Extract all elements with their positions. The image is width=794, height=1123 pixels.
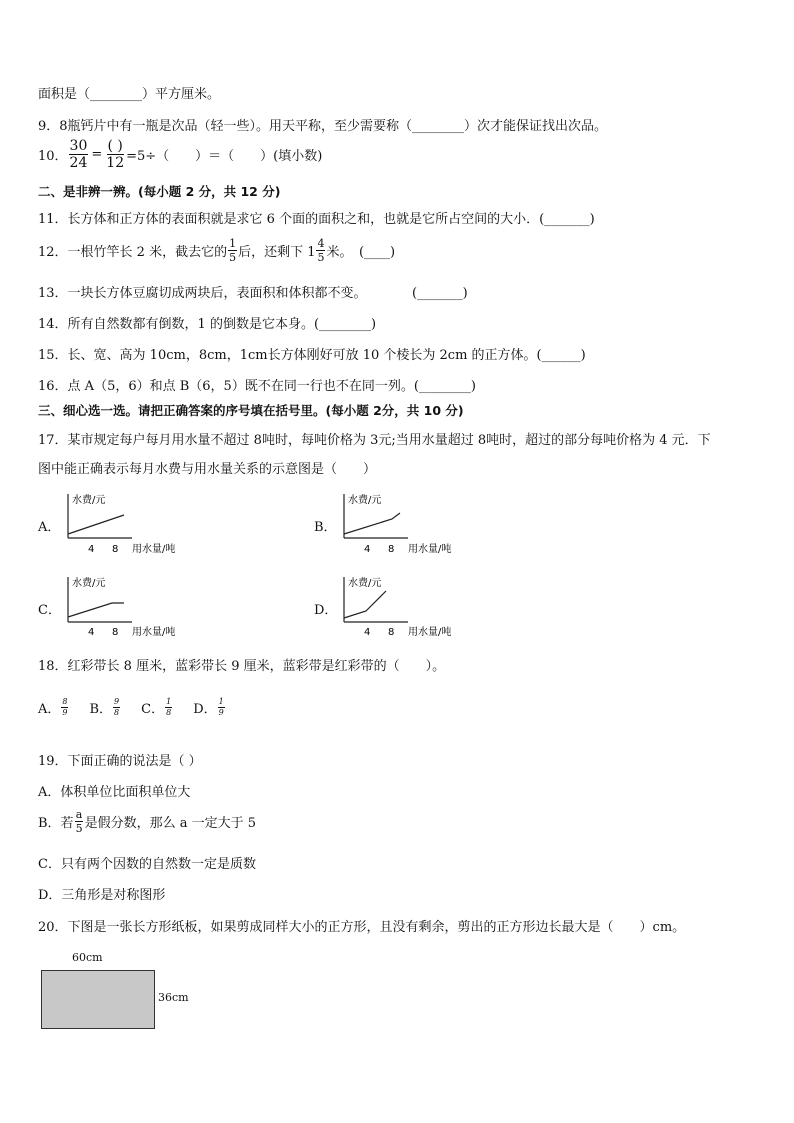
- graph-d-tick-8: 8: [388, 627, 395, 638]
- q10-rest: =5÷（ ）＝（ ）(填小数): [126, 149, 323, 164]
- q10-frac1-den: 24: [69, 155, 88, 171]
- q10-eq: =: [91, 147, 103, 162]
- q18-a-num: 8: [62, 697, 68, 706]
- graph-b-xlabel: 用水量/吨: [408, 544, 452, 555]
- question-11: 11．长方体和正方体的表面积就是求它 6 个面的面积之和，也就是它所占空间的大小．(_______): [38, 212, 595, 227]
- q18-b-num: 9: [114, 697, 120, 706]
- question-13: 13．一块长方体豆腐切成两块后，表面积和体积都不变。 (_______): [38, 286, 468, 301]
- graph-a-ylabel: 水费/元: [72, 495, 106, 506]
- cardboard-rectangle: [41, 970, 155, 1029]
- graph-b-ylabel: 水费/元: [348, 495, 382, 506]
- q12-frac-den: 5: [229, 251, 237, 264]
- q19-option-d: D．三角形是对称图形: [38, 888, 166, 903]
- question-12: [38, 238, 395, 263]
- q12-fraction: [228, 238, 237, 263]
- graph-a-line: [68, 515, 124, 534]
- q12-fraction-2: [316, 238, 325, 263]
- q10-frac2-num: ( ): [107, 138, 123, 154]
- q19-option-c: C．只有两个因数的自然数一定是质数: [38, 857, 256, 872]
- q12-mid: 后，还剩下 1: [238, 245, 316, 260]
- graph-a: [60, 488, 200, 560]
- question-20: 20．下图是一张长方形纸板，如果剪成同样大小的正方形，且没有剩余，剪出的正方形边长最大是（ ）cm。: [38, 920, 686, 935]
- q18-option-d-label: D．: [193, 702, 217, 717]
- option-d-label: D．: [314, 603, 338, 618]
- q18-option-d-fraction: [218, 698, 225, 717]
- q18-option-a-fraction: [61, 698, 68, 717]
- graph-c: [60, 572, 200, 644]
- q18-option-b-fraction: [113, 698, 120, 717]
- graph-b-line: [344, 513, 400, 534]
- graph-a-xlabel: 用水量/吨: [132, 544, 176, 555]
- q18-option-b-label: B．: [89, 702, 113, 717]
- option-c-label: C．: [38, 603, 61, 618]
- graph-d-ylabel: 水费/元: [348, 578, 382, 589]
- question-15: 15．长、宽、高为 10cm，8cm，1cm长方体刚好可放 10 个棱长为 2cm 的正方体。(______): [38, 348, 586, 363]
- q18-options: [38, 698, 226, 717]
- question-16: 16．点 A（5，6）和点 B（6，5）既不在同一行也不在同一列。(________): [38, 379, 476, 394]
- graph-d-line: [344, 591, 386, 618]
- q12-frac-num: 1: [229, 237, 237, 250]
- question-17-line-2: 图中能正确表示每月水费与用水量关系的示意图是（ ）: [38, 462, 377, 477]
- graph-a-tick-4: 4: [88, 544, 95, 555]
- q18-d-den: 9: [218, 708, 224, 717]
- graph-c-ylabel: 水费/元: [72, 578, 106, 589]
- question-19: 19．下面正确的说法是（ ）: [38, 754, 202, 769]
- graph-b-tick-8: 8: [388, 544, 395, 555]
- graph-a-tick-8: 8: [112, 544, 119, 555]
- q19-b-den: 5: [75, 822, 83, 835]
- graph-c-line: [68, 603, 124, 617]
- graph-b: [336, 488, 476, 560]
- q18-a-den: 9: [62, 708, 68, 717]
- rect-height-label: 36cm: [158, 991, 189, 1004]
- q12-frac2-den: 5: [317, 251, 325, 264]
- graph-c-xlabel: 用水量/吨: [132, 627, 176, 638]
- q18-option-c-fraction: [165, 698, 172, 717]
- q19-b-fraction: [75, 809, 84, 834]
- q12-post: 米。 (____): [326, 245, 396, 260]
- q19-option-a: A．体积单位比面积单位大: [38, 785, 191, 800]
- q19-option-b: [38, 809, 256, 834]
- q18-option-a-label: A．: [38, 702, 61, 717]
- q18-d-num: 1: [218, 697, 224, 706]
- q10-frac1-num: 30: [69, 138, 88, 154]
- graph-d: [336, 572, 476, 644]
- section-3-heading: 三、细心选一选。请把正确答案的序号填在括号里。(每小题 2分，共 10 分): [38, 403, 464, 418]
- q18-c-num: 1: [166, 697, 172, 706]
- q10-frac2-den: 12: [106, 155, 125, 171]
- graph-c-tick-8: 8: [112, 627, 119, 638]
- q19-b-pre: B．若: [38, 816, 74, 831]
- q10-fraction-1: [69, 139, 89, 170]
- question-10: [38, 139, 322, 170]
- graph-d-xlabel: 用水量/吨: [408, 627, 452, 638]
- q10-number: 10．: [38, 149, 68, 164]
- option-a-label: A．: [38, 520, 61, 535]
- q18-option-c-label: C．: [141, 702, 165, 717]
- question-18: 18．红彩带长 8 厘米，蓝彩带长 9 厘米，蓝彩带是红彩带的（ ）。: [38, 659, 446, 674]
- q12-pre: 12．一根竹竿长 2 米，截去它的: [38, 245, 228, 260]
- question-17-line-1: 17．某市规定每户每月用水量不超过 8吨时，每吨价格为 3元;当用水量超过 8吨时，超过的部分每吨价格为 4 元．下: [38, 433, 711, 448]
- q18-b-den: 8: [114, 708, 120, 717]
- rect-width-label: 60cm: [72, 951, 103, 964]
- q10-fraction-2: [105, 139, 125, 170]
- q12-frac2-num: 4: [317, 237, 325, 250]
- q19-b-num: a: [75, 808, 83, 821]
- graph-d-tick-4: 4: [364, 627, 371, 638]
- q18-c-den: 8: [166, 708, 172, 717]
- q19-b-post: 是假分数，那么 a 一定大于 5: [84, 816, 256, 831]
- q8-tail: 面积是（________）平方厘米。: [38, 87, 221, 102]
- graph-c-tick-4: 4: [88, 627, 95, 638]
- graph-b-tick-4: 4: [364, 544, 371, 555]
- section-2-heading: 二、是非辨一辨。(每小题 2 分，共 12 分): [38, 184, 281, 199]
- question-9: 9．8瓶钙片中有一瓶是次品（轻一些）。用天平称，至少需要称（________）次才能保证找出次品。: [38, 119, 608, 134]
- option-b-label: B．: [314, 520, 337, 535]
- question-14: 14．所有自然数都有倒数，1 的倒数是它本身。(________): [38, 317, 377, 332]
